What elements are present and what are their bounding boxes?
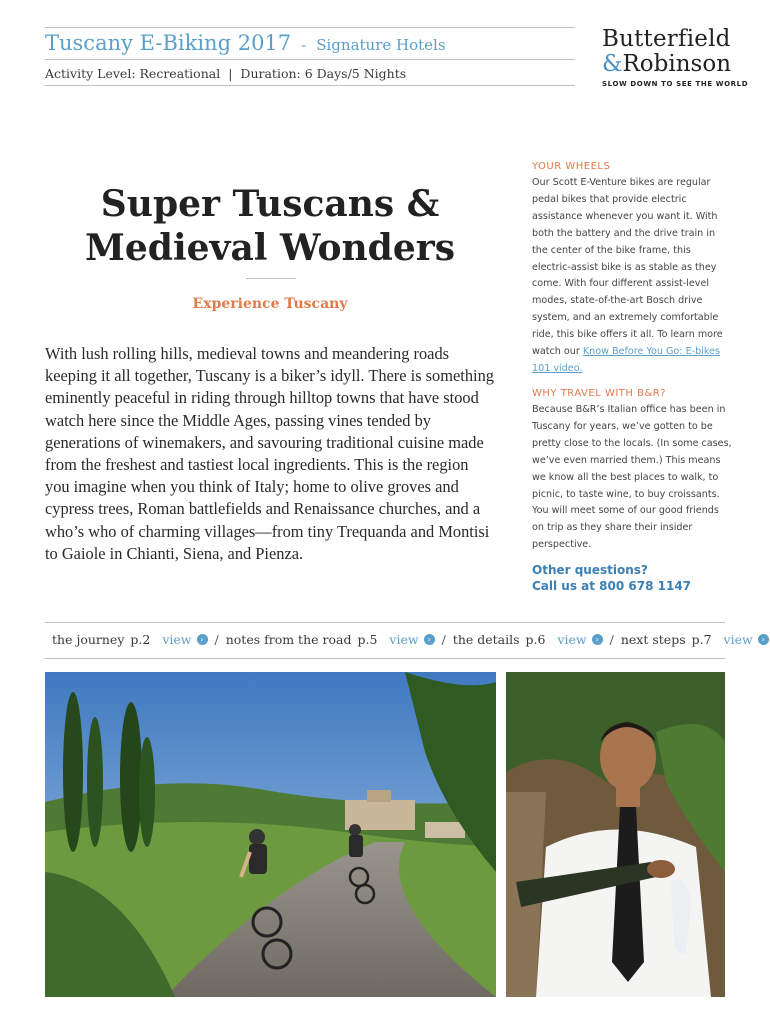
nav-next-steps-page: p.7 <box>691 632 712 647</box>
logo-line1: Butterfield <box>602 26 731 52</box>
wheels-body: Our Scott E-Venture bikes are regular pedal bikes that provide electric assistance whenever you want it. With both the battery and the drive train in the center of the bike frame, this electric-assist bike is as stable as they come. With four different assist-level modes, state-of-the-art Bosch drive system, and an extremely comfortable ride, this bike offers it all. To learn more watch our <box>532 177 723 358</box>
trip-subtitle: Signature Hotels <box>316 36 446 54</box>
nav-details: the details <box>452 632 520 647</box>
logo-tagline: SLOW DOWN TO SEE THE WORLD <box>602 80 749 88</box>
nav-journey: the journey <box>52 632 125 647</box>
logo-line2 <box>602 52 748 77</box>
nav-details-view[interactable]: view <box>557 632 587 647</box>
nav-next-steps-view[interactable]: view <box>723 632 753 647</box>
phone-link[interactable]: Call us at 800 678 1147 <box>532 579 692 593</box>
chevron-right-icon[interactable]: › <box>197 634 208 645</box>
nav-slash: / <box>214 632 219 647</box>
logo-line2-text: Robinson <box>622 51 732 77</box>
intro-paragraph: With lush rolling hills, medieval towns and meandering roads keeping it all together, Tuscany is a biker’s idyll. There is something eminently peaceful in riding through hilltop towns that have stood watch here since the Middle Ages, passing vines tended by generations of winemakers, and savouring traditional cuisine made from the freshest and tastiest local ingredients. This is the region you imagine when you think of Italy; home to olive groves and cypress trees, Roman battlefields and Renaissance churches, and a who’s who of charming villages—from tiny Trequanda and Montisi to Gaiole in Chianti, Siena, and Pienza. <box>45 344 494 563</box>
waiter-photo-illustration <box>506 672 725 997</box>
header-bottom-rule <box>45 85 575 86</box>
nav-slash: / <box>441 632 446 647</box>
nav-details-page: p.6 <box>525 632 546 647</box>
contact-block <box>532 562 691 594</box>
nav-slash: / <box>609 632 614 647</box>
header-mid-rule <box>45 59 575 60</box>
why-section <box>532 388 732 554</box>
trip-title <box>45 31 446 55</box>
ebike-video-link[interactable]: Know Before You Go: E-bikes 101 video. <box>532 346 720 374</box>
nav-notes-page: p.5 <box>357 632 378 647</box>
page-nav <box>52 632 769 647</box>
waiter-photo <box>506 672 725 997</box>
nav-notes: notes from the road <box>225 632 352 647</box>
title-separator: - <box>301 36 307 54</box>
cyclists-photo-illustration <box>45 672 496 997</box>
nav-journey-page: p.2 <box>130 632 151 647</box>
activity-level: Activity Level: Recreational <box>45 66 221 81</box>
wheels-section <box>532 161 732 378</box>
nav-journey-view[interactable]: view <box>162 632 192 647</box>
header-top-rule <box>45 27 575 28</box>
nav-bottom-rule <box>45 658 725 659</box>
chevron-right-icon[interactable]: › <box>758 634 769 645</box>
cyclists-photo <box>45 672 496 997</box>
trip-meta <box>45 66 406 81</box>
trip-title-text: Tuscany E-Biking 2017 <box>45 31 292 55</box>
page-title-line1: Super Tuscans & <box>100 183 440 225</box>
nav-notes-view[interactable]: view <box>389 632 419 647</box>
wheels-text <box>532 175 732 378</box>
why-heading: WHY TRAVEL WITH B&R? <box>532 388 667 399</box>
why-text: Because B&R’s Italian office has been in Tuscany for years, we’ve gotten to be pretty close to the locals. (In some cases, we’ve even married them.) This means we know all the best places to walk, to picnic, to taste wine, to buy croissants. You will meet some of our good friends on trip as they share their insider perspective. <box>532 404 732 551</box>
wheels-heading: YOUR WHEELS <box>532 161 611 172</box>
page-title-line2: Medieval Wonders <box>85 227 455 269</box>
duration: Duration: 6 Days/5 Nights <box>240 66 407 81</box>
chevron-right-icon[interactable]: › <box>424 634 435 645</box>
meta-divider: | <box>228 66 233 81</box>
section-kicker: Experience Tuscany <box>192 296 348 312</box>
nav-top-rule <box>45 622 725 623</box>
company-logo <box>602 27 748 88</box>
logo-ampersand: & <box>602 51 623 77</box>
other-questions: Other questions? <box>532 563 648 577</box>
page-title <box>60 182 480 270</box>
title-divider <box>246 278 296 279</box>
chevron-right-icon[interactable]: › <box>592 634 603 645</box>
nav-next-steps: next steps <box>620 632 686 647</box>
